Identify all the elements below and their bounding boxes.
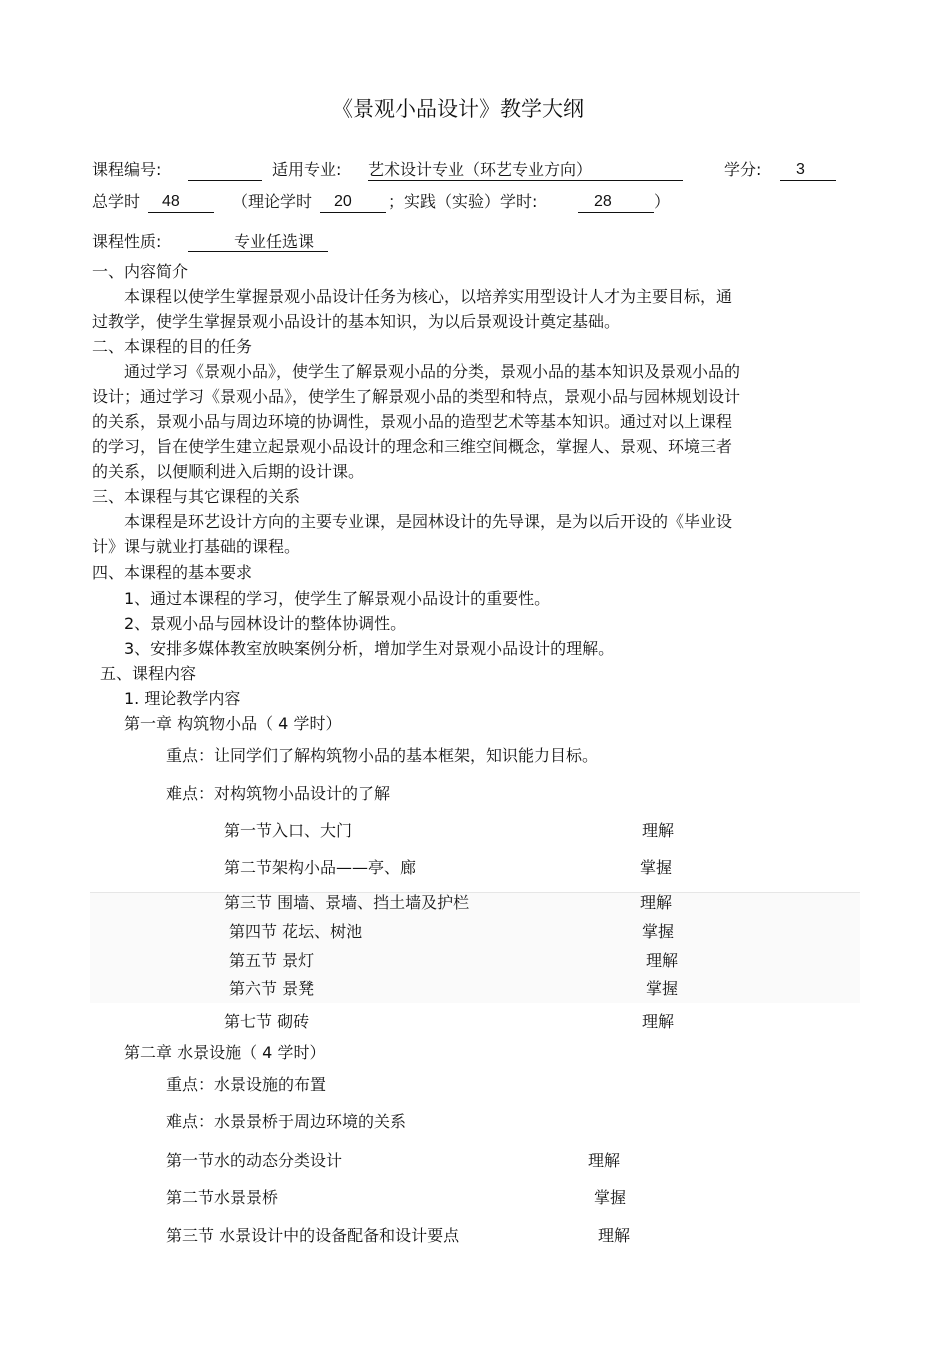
- credit-label: 学分:: [724, 160, 762, 179]
- section3-heading: 三、本课程与其它课程的关系: [92, 487, 301, 506]
- document-title: 《景观小品设计》教学大纲: [332, 97, 584, 121]
- section1-heading: 一、内容简介: [92, 262, 189, 281]
- section1-paragraph-line2: 过教学，使学生掌握景观小品设计的基本知识，为以后景观设计奠定基础。: [92, 312, 621, 331]
- course-code-underline: [188, 180, 262, 181]
- chapter1-section5-requirement: 理解: [646, 951, 679, 970]
- chapter2-section1-name: 第一节水的动态分类设计: [166, 1151, 343, 1170]
- section4-item1: 1、通过本课程的学习，使学生了解景观小品设计的重要性。: [124, 589, 551, 608]
- chapter1-section6-requirement: 掌握: [646, 979, 679, 998]
- section2-paragraph-line3: 的关系，景观小品与周边环境的协调性，景观小品的造型艺术等基本知识。通过对以上课程: [92, 412, 733, 431]
- chapter2-section1-requirement: 理解: [588, 1151, 621, 1170]
- theory-hours-value: 20: [334, 193, 352, 210]
- chapter1-section1-name: 第一节入口、大门: [224, 821, 353, 840]
- chapter2-title: 第二章 水景设施（ 4 学时）: [124, 1043, 326, 1062]
- chapter1-section7-name: 第七节 砌砖: [224, 1012, 310, 1031]
- nature-value: 专业任选课: [234, 232, 315, 251]
- chapter1-difficulty: 难点：对构筑物小品设计的了解: [166, 784, 391, 803]
- chapter2-section2-requirement: 掌握: [594, 1188, 627, 1207]
- chapter2-difficulty: 难点：水景景桥于周边环境的关系: [166, 1112, 407, 1131]
- major-value: 艺术设计专业（环艺专业方向）: [368, 160, 593, 179]
- section5-subheading: 1. 理论教学内容: [124, 689, 241, 708]
- chapter1-section2-requirement: 掌握: [640, 858, 673, 877]
- chapter2-section3-name: 第三节 水景设计中的设备配备和设计要点: [166, 1226, 460, 1245]
- total-hours-label: 总学时: [92, 192, 141, 211]
- section4-item3: 3、安排多媒体教室放映案例分析，增加学生对景观小品设计的理解。: [124, 639, 615, 658]
- chapter2-section2-name: 第二节水景景桥: [166, 1188, 279, 1207]
- major-underline: [368, 180, 683, 181]
- chapter2-section3-requirement: 理解: [598, 1226, 631, 1245]
- section3-paragraph-line2: 计》课与就业打基础的课程。: [92, 537, 301, 556]
- chapter1-section5-name: 第五节 景灯: [229, 951, 315, 970]
- section2-heading: 二、本课程的目的任务: [92, 337, 253, 356]
- nature-underline: [188, 251, 328, 252]
- section4-heading: 四、本课程的基本要求: [92, 563, 253, 582]
- chapter1-section3-requirement: 理解: [640, 893, 673, 912]
- chapter1-section2-name: 第二节架构小品——亭、廊: [224, 858, 417, 877]
- chapter1-section1-requirement: 理解: [642, 821, 675, 840]
- section5-heading: 五、课程内容: [100, 664, 197, 683]
- chapter1-section3-name: 第三节 围墙、景墙、挡土墙及护栏: [224, 893, 470, 912]
- total-hours-underline: [148, 212, 214, 213]
- close-paren: ）: [654, 192, 671, 211]
- chapter1-section4-requirement: 掌握: [642, 922, 675, 941]
- chapter1-title: 第一章 构筑物小品（ 4 学时）: [124, 714, 342, 733]
- total-hours-value: 48: [162, 193, 180, 210]
- highlighted-rows-background: [90, 892, 860, 1003]
- section2-paragraph-line4: 的学习，旨在使学生建立起景观小品设计的理念和三维空间概念，掌握人、景观、环境三者: [92, 437, 733, 456]
- course-code-label: 课程编号:: [92, 160, 162, 179]
- section3-paragraph-line1: 本课程是环艺设计方向的主要专业课，是园林设计的先导课，是为以后开设的《毕业设: [124, 512, 733, 531]
- practice-hours-underline: [578, 212, 654, 213]
- chapter1-section4-name: 第四节 花坛、树池: [229, 922, 363, 941]
- theory-hours-label: （理论学时: [232, 192, 313, 211]
- credit-underline: [780, 180, 836, 181]
- chapter1-section6-name: 第六节 景凳: [229, 979, 315, 998]
- practice-hours-label: ；实践（实验）学时:: [388, 192, 538, 211]
- section2-paragraph-line5: 的关系，以便顺利进入后期的设计课。: [92, 462, 365, 481]
- section2-paragraph-line2: 设计；通过学习《景观小品》，使学生了解景观小品的类型和特点，景观小品与园林规划设计: [92, 387, 741, 406]
- chapter1-key-point: 重点：让同学们了解构筑物小品的基本框架，知识能力目标。: [166, 746, 599, 765]
- practice-hours-value: 28: [594, 193, 612, 210]
- section4-item2: 2、景观小品与园林设计的整体协调性。: [124, 614, 407, 633]
- chapter2-key-point: 重点：水景设施的布置: [166, 1075, 327, 1094]
- section1-paragraph-line1: 本课程以使学生掌握景观小品设计任务为核心，以培养实用型设计人才为主要目标，通: [124, 287, 733, 306]
- theory-hours-underline: [320, 212, 386, 213]
- credit-value: 3: [796, 161, 805, 178]
- section2-paragraph-line1: 通过学习《景观小品》，使学生了解景观小品的分类，景观小品的基本知识及景观小品的: [124, 362, 741, 381]
- nature-label: 课程性质:: [92, 232, 162, 251]
- chapter1-section7-requirement: 理解: [642, 1012, 675, 1031]
- major-label: 适用专业:: [272, 160, 342, 179]
